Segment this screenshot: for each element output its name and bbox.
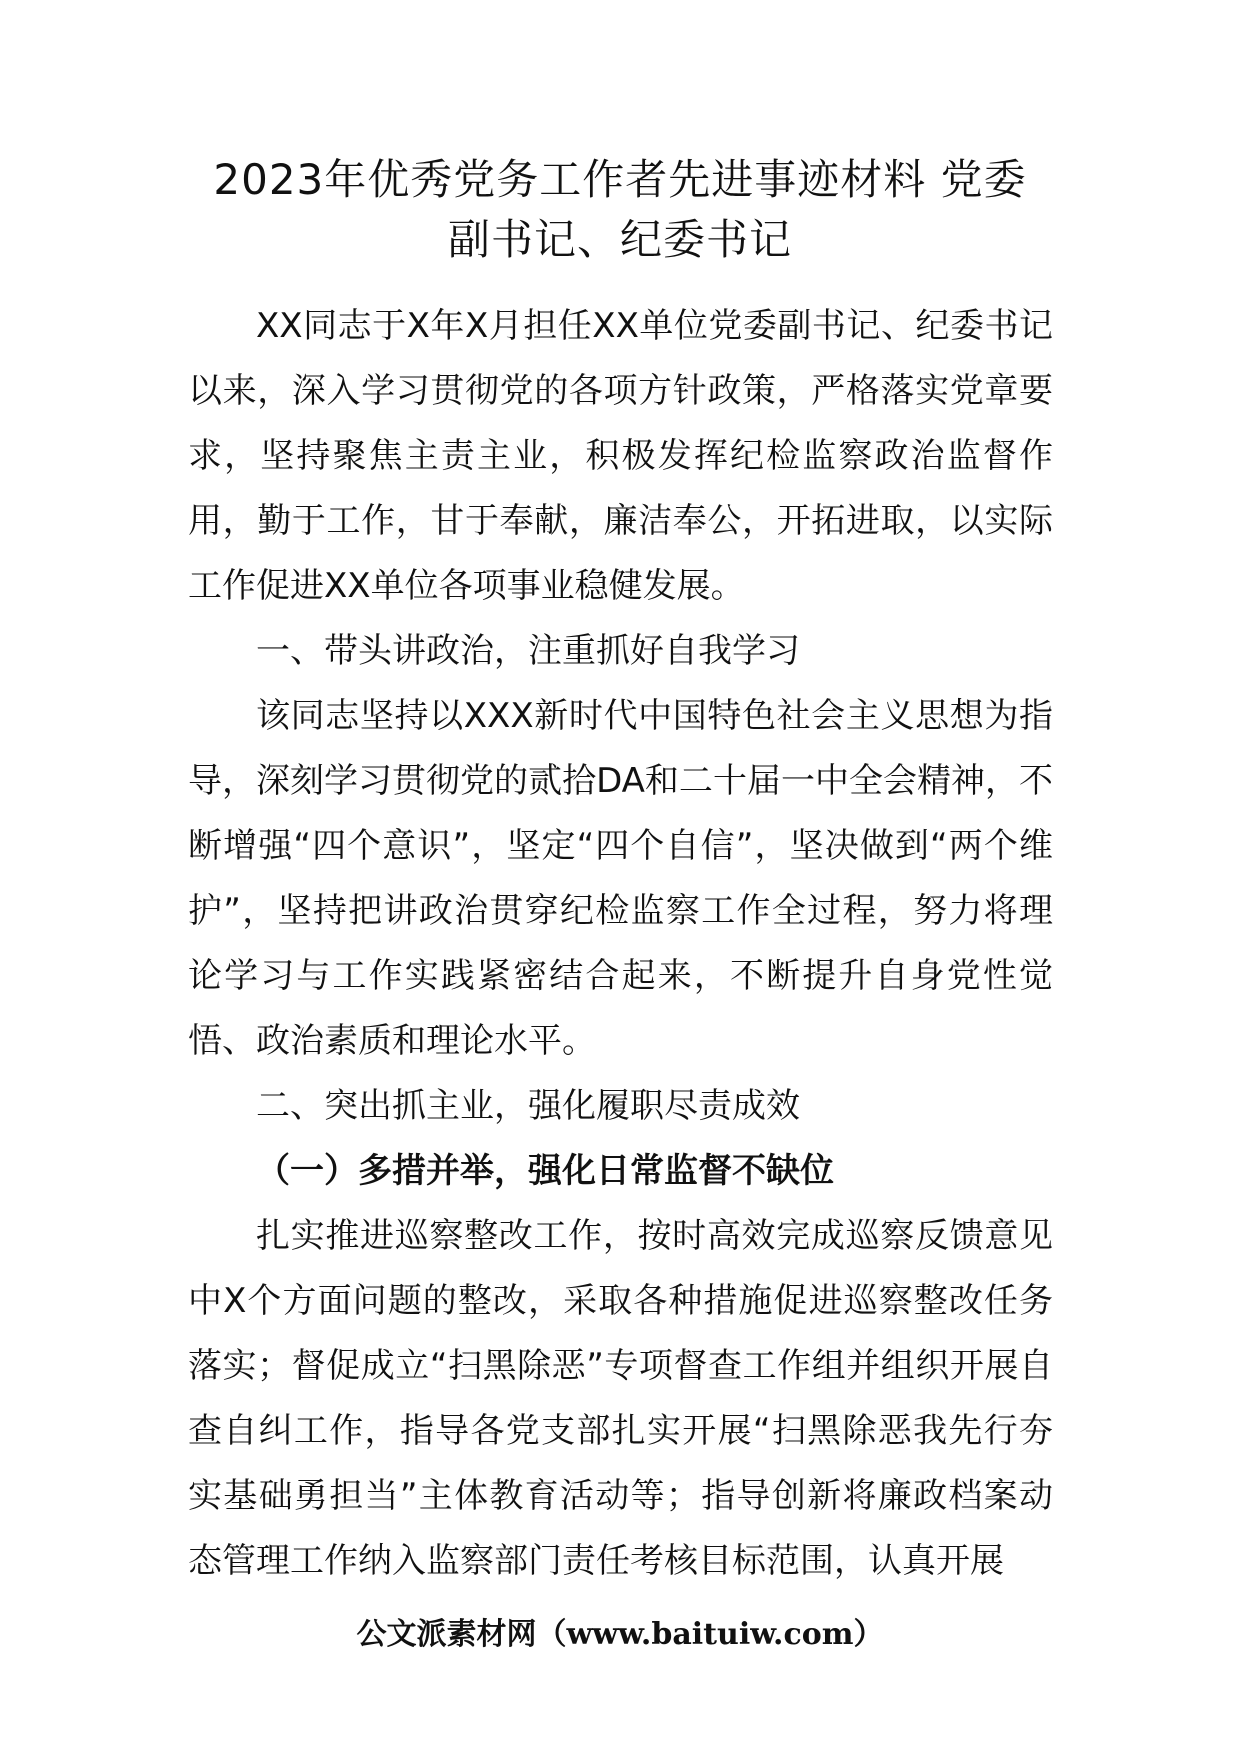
title-line-2: 副书记、纪委书记 [447, 215, 792, 264]
section-1-paragraph: 该同志坚持以XXX新时代中国特色社会主义思想为指导，深刻学习贯彻党的贰拾DA和二十届一中全会精神，不断增强“四个意识”，坚定“四个自信”，坚决做到“两个维护”，坚持把讲政治贯穿纪检监察工作全过程，努力将理论学习与工作实践紧密结合起来，不断提升自身党性觉悟、政治素质和理论水平。 [188, 696, 1053, 1061]
subsection-heading-1: （一）多措并举，强化日常监督不缺位 [256, 1151, 834, 1191]
document-body [188, 294, 1053, 1594]
title-line-1: 2023年优秀党务工作者先进事迹材料 党委 [213, 155, 1027, 204]
footer-watermark: 公文派素材网（www.baituiw.com） [356, 1617, 884, 1652]
intro-paragraph: XX同志于X年X月担任XX单位党委副书记、纪委书记以来，深入学习贯彻党的各项方针政策，严格落实党章要求，坚持聚焦主责主业，积极发挥纪检监察政治监督作用，勤于工作，甘于奉献，廉洁奉公，开拓进取，以实际工作促进XX单位各项事业稳健发展。 [188, 306, 1053, 606]
section-heading-2: 二、突出抓主业，强化履职尽责成效 [256, 1086, 800, 1126]
subsection-1-paragraph: 扎实推进巡察整改工作，按时高效完成巡察反馈意见中X个方面问题的整改，采取各种措施促进巡察整改任务落实；督促成立“扫黑除恶”专项督查工作组并组织开展自查自纠工作，指导各党支部扎实开展“扫黑除恶我先行夯实基础勇担当”主体教育活动等；指导创新将廉政档案动态管理工作纳入监察部门责任考核目标范围，认真开展 [188, 1216, 1053, 1581]
section-heading-1: 一、带头讲政治，注重抓好自我学习 [256, 631, 800, 671]
document-title [150, 150, 1090, 270]
